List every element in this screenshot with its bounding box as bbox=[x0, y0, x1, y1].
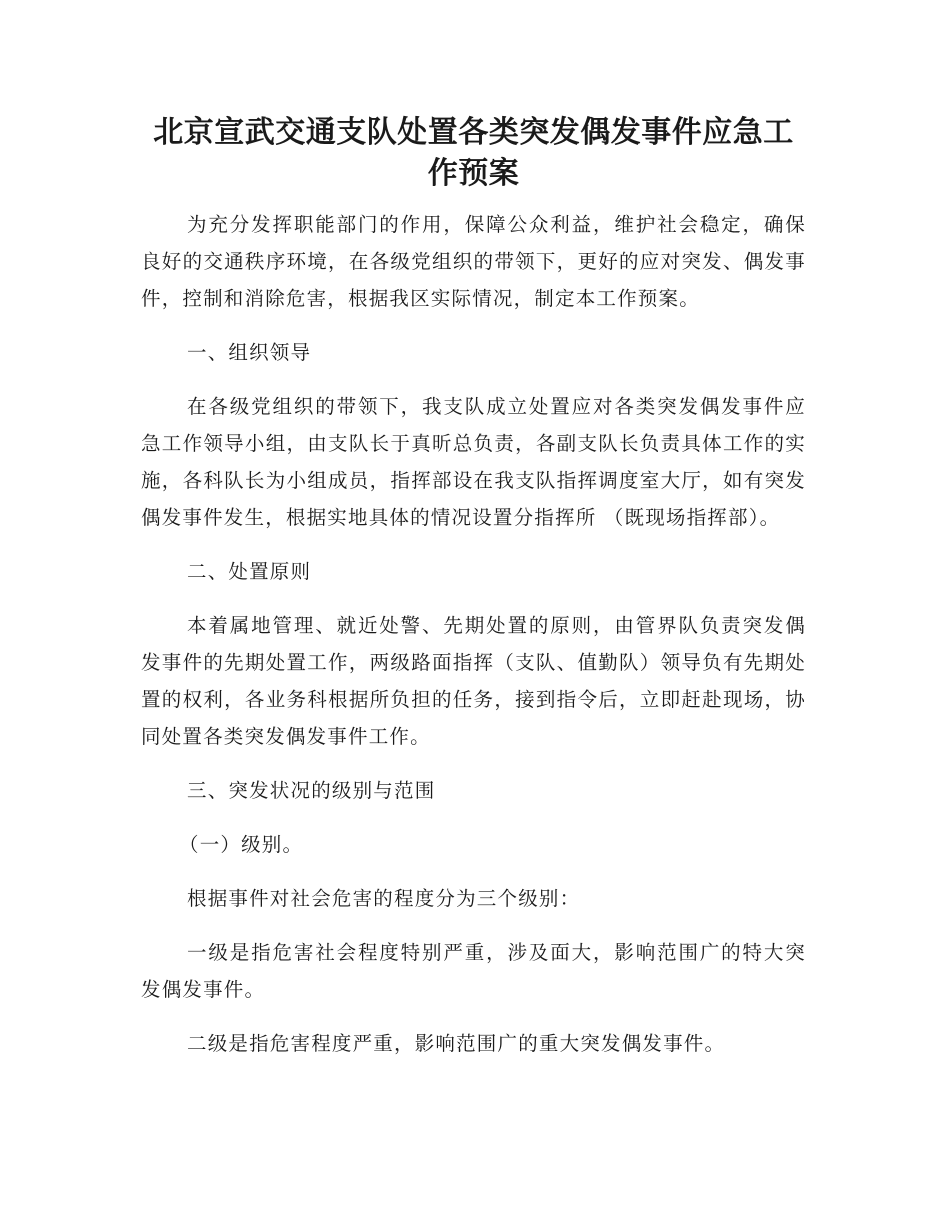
section-heading-organization: 一、组织领导 bbox=[187, 341, 312, 364]
intro-paragraph: 为充分发挥职能部门的作用，保障公众利益，维护社会稳定，确保良好的交通秩序环境，在各级党组织的带领下，更好的应对突发、偶发事件，控制和消除危害，根据我区实际情况，制定本工作预案。 bbox=[141, 213, 806, 310]
levels-intro-paragraph: 根据事件对社会危害的程度分为三个级别： bbox=[187, 887, 581, 910]
principles-paragraph: 本着属地管理、就近处警、先期处置的原则，由管界队负责突发偶发事件的先期处置工作，两级路面指挥（支队、值勤队）领导负有先期处置的权利，各业务科根据所负担的任务，接到指令后，立即赶赴现场，协同处置各类突发偶发事件工作。 bbox=[141, 614, 806, 748]
subsection-heading-level: （一）级别。 bbox=[179, 833, 304, 856]
section-heading-principles: 二、处置原则 bbox=[187, 560, 312, 583]
document-page bbox=[141, 112, 806, 1062]
spacer bbox=[141, 809, 806, 826]
spacer bbox=[141, 536, 806, 553]
spacer bbox=[141, 194, 806, 206]
spacer bbox=[141, 863, 806, 880]
spacer bbox=[141, 317, 806, 334]
level-one-paragraph: 一级是指危害社会程度特别严重，涉及面大，影响范围广的特大突发偶发事件。 bbox=[141, 941, 806, 1001]
section-heading-levels-scope: 三、突发状况的级别与范围 bbox=[187, 779, 436, 802]
spacer bbox=[141, 371, 806, 388]
document-title: 北京宣武交通支队处置各类突发偶发事件应急工作预案 bbox=[153, 115, 794, 191]
spacer bbox=[141, 1008, 806, 1025]
spacer bbox=[141, 917, 806, 934]
spacer bbox=[141, 755, 806, 772]
spacer bbox=[141, 590, 806, 607]
level-two-paragraph: 二级是指危害程度严重，影响范围广的重大突发偶发事件。 bbox=[187, 1032, 726, 1055]
organization-paragraph: 在各级党组织的带领下，我支队成立处置应对各类突发偶发事件应急工作领导小组，由支队长于真昕总负责，各副支队长负责具体工作的实施，各科队长为小组成员，指挥部设在我支队指挥调度室大厅，如有突发偶发事件发生，根据实地具体的情况设置分指挥所 （既现场指挥部）。 bbox=[141, 395, 806, 529]
